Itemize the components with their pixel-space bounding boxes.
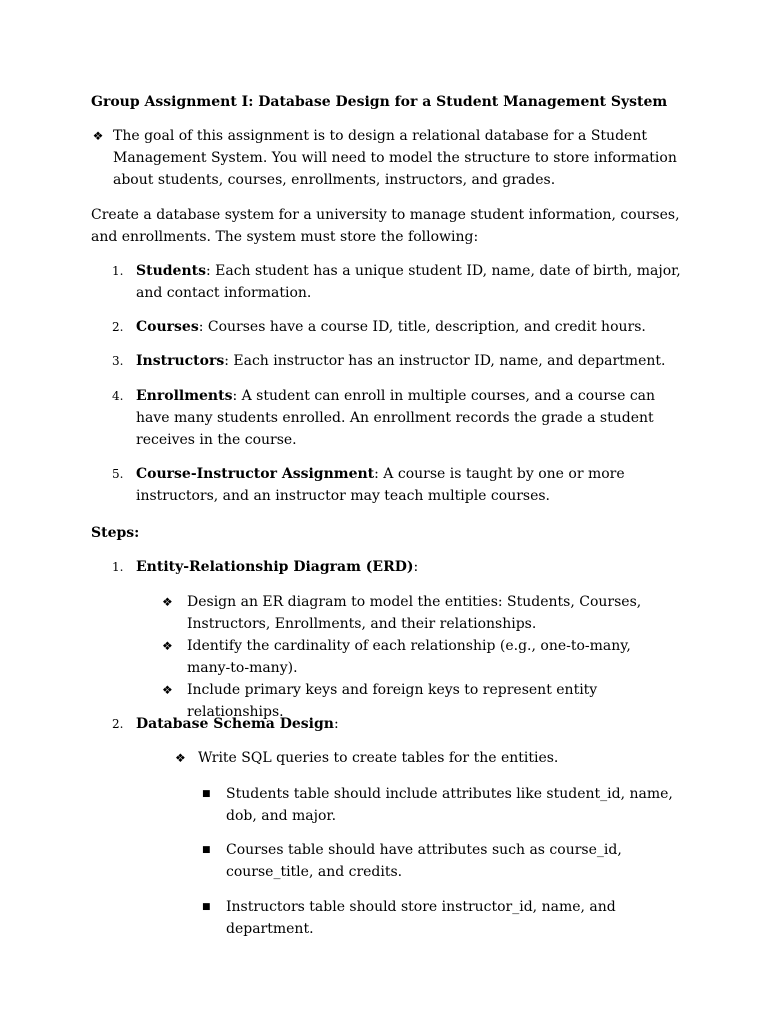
list-item (162, 635, 672, 679)
bullet-text: Instructors table should store instructor_id, name, and department. (226, 899, 616, 937)
list-desc: : Each instructor has an instructor ID, name, and department. (224, 353, 666, 369)
list-term: Course-Instructor Assignment (136, 466, 375, 482)
list-desc: : A student can enroll in multiple courses, and a course can have many students enrolled. An enrollment records the grade a student receives in the course. (136, 388, 656, 448)
bullet-text: Students table should include attributes like student_id, name, dob, and major. (226, 786, 673, 824)
list-item (202, 839, 682, 896)
diamond-bullet-icon: ❖ (162, 683, 173, 697)
step-suffix: : (333, 716, 339, 732)
list-item (202, 783, 682, 839)
list-desc: : Courses have a course ID, title, description, and credit hours. (198, 319, 646, 335)
list-item (91, 385, 691, 463)
diamond-bullet-icon: ❖ (162, 595, 173, 609)
list-number: 3. (112, 354, 124, 368)
document-title: Group Assignment I: Database Design for a Student Management System (91, 94, 668, 110)
list-term: Courses (136, 319, 199, 335)
description-paragraph: Create a database system for a university to manage student information, courses, and enrollments. The system must store the following: (91, 207, 680, 245)
list-item (162, 591, 672, 635)
diamond-bullet-icon: ❖ (162, 639, 173, 653)
requirements-list (91, 260, 691, 519)
list-number: 2. (112, 320, 124, 334)
step-title: Database Schema Design (136, 716, 334, 732)
steps-heading: Steps: (91, 525, 140, 541)
list-item (202, 896, 682, 937)
list-desc: : Each student has a unique student ID, name, date of birth, major, and contact information. (136, 263, 681, 301)
square-bullet-icon: ■ (202, 902, 211, 912)
list-term: Enrollments (136, 388, 233, 404)
list-item (162, 679, 672, 720)
list-number: 4. (112, 389, 124, 403)
list-number: 1. (112, 264, 124, 278)
list-term: Students (136, 263, 206, 279)
list-item (91, 463, 691, 519)
list-item (91, 350, 691, 385)
step-number: 2. (112, 717, 124, 731)
step-suffix: : (413, 559, 419, 575)
erd-bullets (162, 591, 672, 720)
list-number: 5. (112, 467, 124, 481)
bullet-text: Courses table should have attributes such as course_id, course_title, and credits. (226, 842, 622, 880)
square-bullet-icon: ■ (202, 789, 211, 799)
bullet-text: Design an ER diagram to model the entities: Students, Courses, Instructors, Enrollments, and their relationships. (187, 594, 642, 632)
list-desc: : A course is taught by one or more instructors, and an instructor may teach multiple courses. (136, 466, 625, 504)
square-bullet-icon: ■ (202, 845, 211, 855)
list-term: Instructors (136, 353, 225, 369)
step-title: Entity-Relationship Diagram (ERD) (136, 559, 414, 575)
bullet-text: Write SQL queries to create tables for the entities. (198, 750, 559, 766)
step-number: 1. (112, 560, 124, 574)
list-item (91, 260, 691, 316)
bullet-text: Identify the cardinality of each relationship (e.g., one-to-many, many-to-many). (187, 638, 631, 676)
intro-text: The goal of this assignment is to design a relational database for a Student Management System. You will need to model the structure to store information about students, courses, enrollments, instructors, and grades. (113, 128, 677, 188)
bullet-text: Include primary keys and foreign keys to represent entity relationships. (187, 682, 598, 720)
diamond-bullet-icon: ❖ (92, 129, 104, 143)
table-bullets (202, 783, 682, 937)
diamond-bullet-icon: ❖ (175, 751, 186, 765)
list-item (91, 316, 691, 350)
